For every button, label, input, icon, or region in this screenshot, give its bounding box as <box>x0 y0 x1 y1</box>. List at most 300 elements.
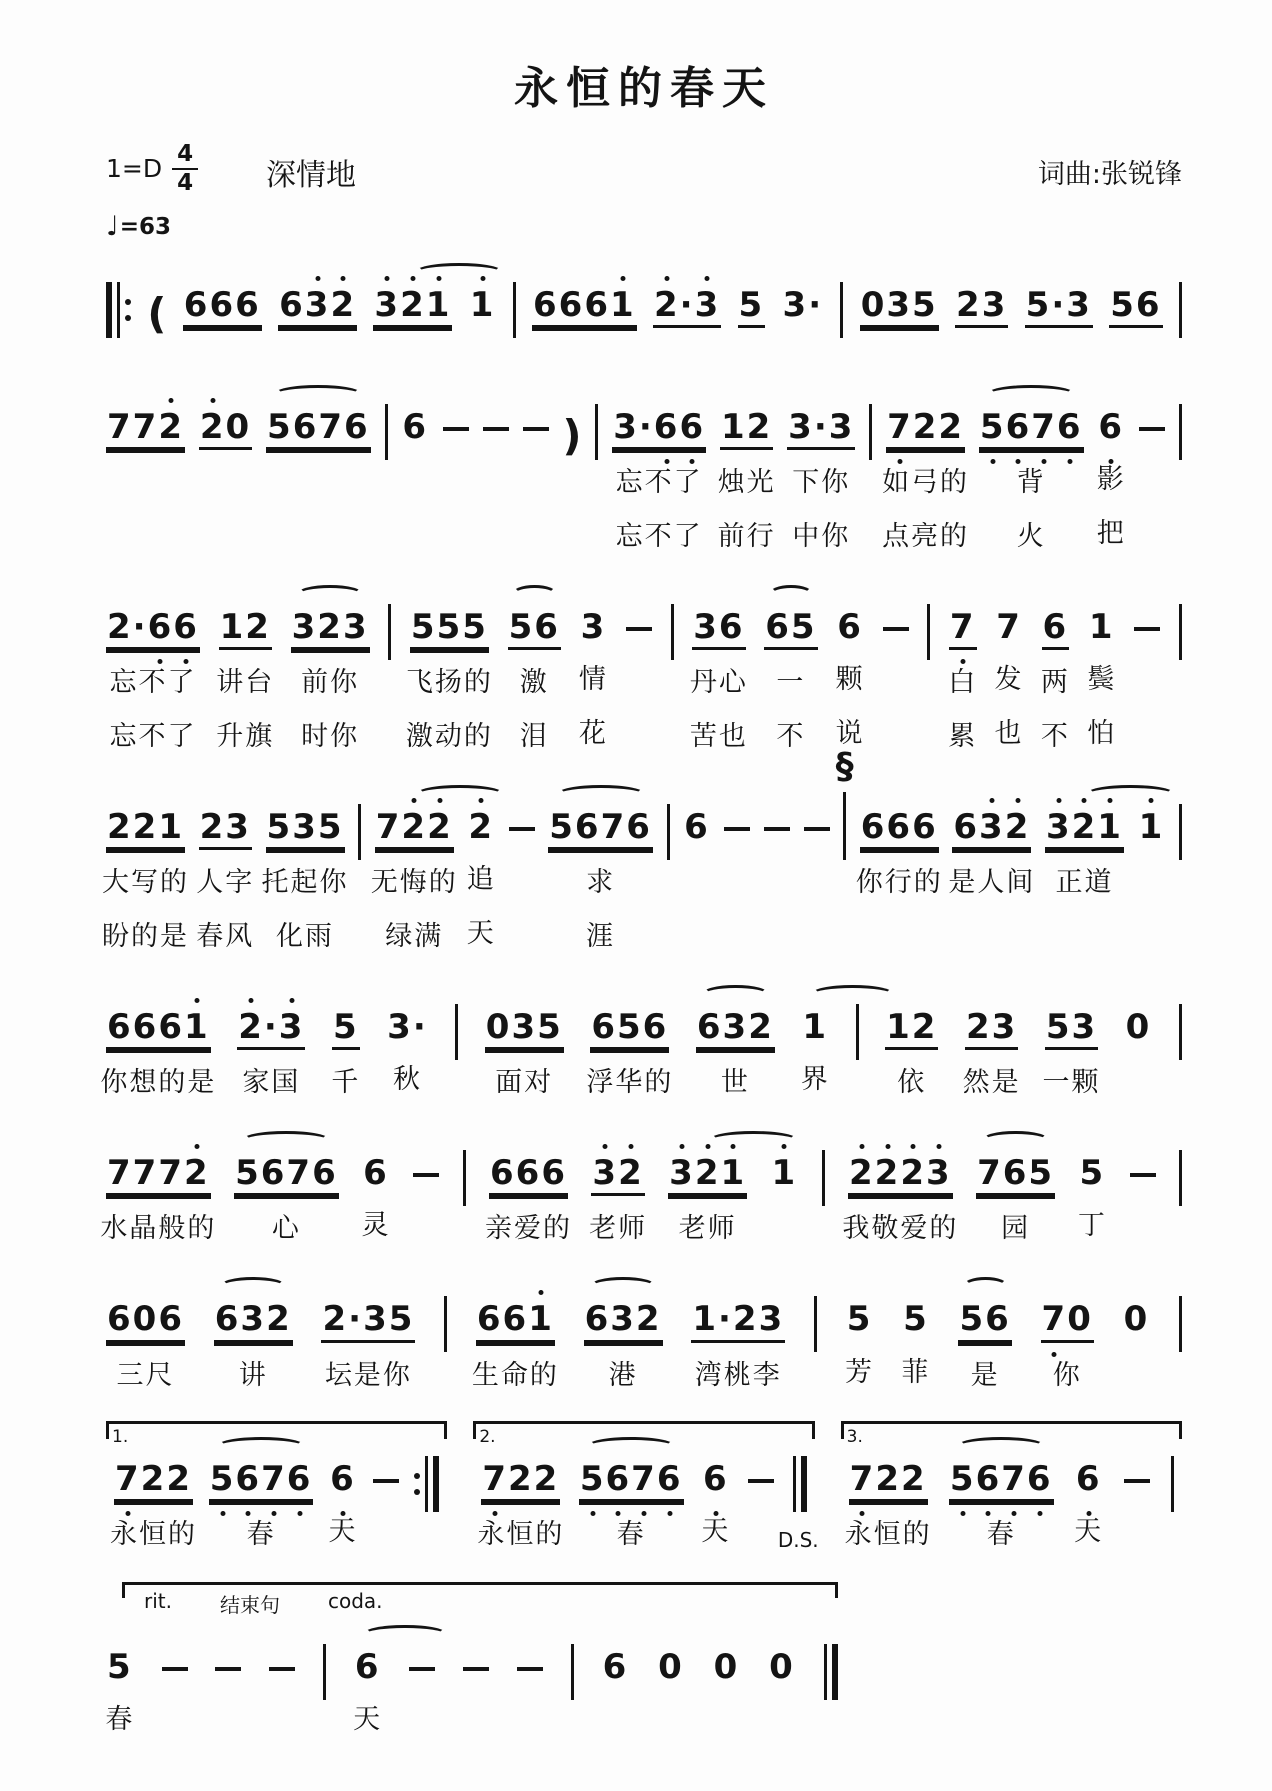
note-group <box>485 1128 572 1250</box>
note-digits: 221 <box>106 808 185 850</box>
slur-arc <box>769 585 814 603</box>
note-group <box>768 1622 796 1741</box>
note-digits: 6 <box>602 1646 629 1687</box>
system-line <box>100 982 1182 1104</box>
lyric-text: 激 <box>519 667 549 699</box>
system-line <box>106 1622 838 1741</box>
score-meta <box>106 142 1182 260</box>
note-digits: 32 <box>591 1154 644 1196</box>
lyric-text: 两 <box>1040 667 1070 699</box>
lyric-text: 世 <box>720 1067 750 1099</box>
note-group <box>266 382 371 558</box>
note-group <box>102 782 189 958</box>
lyric-text: 一 <box>776 667 806 699</box>
note-group <box>1138 782 1166 955</box>
lyric-text: 泪 <box>519 721 549 753</box>
note-digits: 772 <box>106 408 185 450</box>
sustain-line <box>215 1667 241 1671</box>
lyric-text: 是 <box>970 1359 1000 1391</box>
note-digits: 722 <box>849 1460 928 1502</box>
barline-stroke <box>1171 1456 1174 1512</box>
lyric-text: 无悔的 <box>370 867 458 899</box>
note-digits: 5 <box>332 1008 360 1050</box>
barline-stroke <box>1179 1004 1182 1060</box>
segno-icon: § <box>835 746 854 788</box>
system-line <box>106 582 1182 758</box>
barline-stroke <box>595 404 598 460</box>
note-group <box>199 382 252 558</box>
lyric-text: 正道 <box>1055 867 1114 899</box>
note-digits: 12 <box>219 608 272 650</box>
coda-label-ending: 结束句 <box>219 1592 280 1617</box>
note-group <box>842 1128 959 1250</box>
lyric-text: 然是 <box>962 1067 1021 1099</box>
note-group <box>764 582 817 758</box>
note-digits: 722 <box>114 1460 193 1502</box>
note-group <box>836 582 864 755</box>
lyric-text: 托起你 <box>261 867 349 899</box>
coda-label-coda: coda. <box>327 1588 383 1613</box>
note-digits: 70 <box>1041 1300 1094 1342</box>
volta-number: 3. <box>846 1426 863 1447</box>
sustain-line <box>463 1667 489 1671</box>
lyric-text: 鬓 <box>1087 664 1117 696</box>
note-group <box>948 782 1036 958</box>
note-digits: 765 <box>976 1154 1055 1196</box>
barline-stroke <box>323 1644 326 1700</box>
note-group <box>100 982 217 1104</box>
note-group <box>1041 1274 1094 1396</box>
lyric-text: 园 <box>1001 1213 1031 1245</box>
note-group <box>209 1434 314 1556</box>
lyric-text: 把 <box>1096 518 1126 550</box>
barline-stroke <box>1179 1150 1182 1206</box>
note-digits: 0 <box>658 1646 684 1687</box>
lyric-text: 盼的是 <box>102 921 189 953</box>
dash-sustain <box>724 782 750 831</box>
lyric-text: 菲 <box>901 1356 931 1388</box>
lyric-text: 千 <box>331 1067 361 1099</box>
lyric-text: 影 <box>1096 464 1126 496</box>
note-group <box>261 782 349 958</box>
note-digits: 6 <box>1098 407 1125 447</box>
barline-stroke <box>671 604 674 660</box>
note-digits: 56 <box>1109 286 1162 328</box>
note-digits: 5676 <box>266 408 371 450</box>
system-line <box>100 1128 1182 1250</box>
barline <box>323 1622 326 1700</box>
lyric-text: 灵 <box>361 1210 391 1242</box>
lyric-text: 忘不了 <box>109 721 197 753</box>
note-group <box>373 260 452 328</box>
note-digits: 632 <box>696 1008 775 1050</box>
lyric-text: 丹心 <box>689 667 748 699</box>
note-group <box>855 782 943 958</box>
note-digits: 53 <box>1045 1008 1098 1050</box>
slur-arc <box>702 985 768 1003</box>
note-digits: 5·3 <box>1025 286 1093 328</box>
note-group <box>196 782 255 958</box>
note-group <box>278 260 357 328</box>
note-digits: 1 <box>802 1007 829 1048</box>
lyric-text: 忘不了 <box>615 521 703 553</box>
barline <box>671 582 674 660</box>
sustain-line <box>509 827 535 831</box>
barline <box>463 1128 466 1206</box>
barline <box>1179 582 1182 660</box>
barline <box>455 982 458 1060</box>
barline <box>1171 1434 1174 1512</box>
lyric-text: 点亮的 <box>882 521 970 553</box>
barline <box>1179 382 1182 460</box>
sustain-line <box>724 827 750 831</box>
barline-stroke <box>1179 804 1182 860</box>
barline-stroke <box>433 1456 439 1512</box>
dash-sustain <box>1124 1434 1150 1483</box>
lyric-text: 前你 <box>301 667 360 699</box>
system-line <box>110 1434 439 1556</box>
barline-stroke <box>425 1456 428 1512</box>
sustain-line <box>748 1479 774 1483</box>
barline <box>385 382 388 460</box>
note-group <box>1025 260 1093 328</box>
slur-arc <box>987 385 1075 403</box>
barline-stroke <box>388 604 391 660</box>
slur-arc <box>363 1625 446 1643</box>
note-group <box>467 782 495 955</box>
note-digits: 5676 <box>548 808 653 850</box>
note-group <box>580 582 608 755</box>
note-digits: 2·35 <box>321 1300 415 1342</box>
barline <box>1179 1128 1182 1206</box>
sustain-line <box>523 427 549 431</box>
barline-stroke <box>824 1644 827 1700</box>
lyric-text: 化雨 <box>276 921 335 953</box>
lyric-text: 绿满 <box>385 921 444 953</box>
note-group <box>106 1622 134 1741</box>
lyric-text: 水晶般的 <box>100 1213 217 1245</box>
note-digits: 632 <box>214 1300 293 1342</box>
note-digits: 606 <box>106 1300 185 1342</box>
barline <box>1179 260 1182 338</box>
lyric-text: 秋 <box>392 1064 422 1096</box>
dash-sustain <box>883 582 909 631</box>
barline <box>835 746 854 860</box>
parenthesis-glyph: ( <box>147 289 167 338</box>
barline <box>444 1274 447 1352</box>
lyric-text: 也 <box>994 718 1024 750</box>
barline <box>869 382 872 460</box>
lyric-text: 丁 <box>1077 1210 1107 1242</box>
note-digits: 1 <box>1138 807 1165 848</box>
lyric-text: 下你 <box>792 467 851 499</box>
barline-stroke <box>1179 1296 1182 1352</box>
barline <box>667 782 670 860</box>
slur-arc <box>217 1437 305 1455</box>
note-group <box>508 582 561 758</box>
note-group <box>370 782 458 958</box>
volta-ending <box>473 1421 819 1556</box>
slur-arc <box>274 385 362 403</box>
lyric-text: 春 <box>986 1518 1016 1550</box>
note-group <box>782 260 825 325</box>
note-group <box>401 382 429 555</box>
slur-arc <box>242 1131 330 1149</box>
barline <box>388 582 391 660</box>
note-digits: 035 <box>860 286 939 328</box>
note-digits: 535 <box>266 808 345 850</box>
lyric-text: 花 <box>578 718 608 750</box>
barline <box>358 782 361 860</box>
dash-sustain <box>748 1434 774 1483</box>
note-group <box>657 1622 685 1741</box>
barline-stroke <box>667 804 670 860</box>
note-digits: 5 <box>846 1299 873 1340</box>
system-line <box>102 746 1182 958</box>
dash-sustain <box>215 1622 241 1671</box>
key-signature: 1=D <box>106 154 163 184</box>
lyric-text: 春风 <box>196 921 255 953</box>
quarter-note-icon: ♩ <box>106 211 119 243</box>
score-body <box>100 260 1182 1741</box>
note-group <box>291 582 370 758</box>
note-digits: 5676 <box>979 408 1084 450</box>
note-group <box>584 1274 663 1396</box>
note-group <box>844 1434 932 1556</box>
lyric-text: 人字 <box>196 867 255 899</box>
barline-stroke <box>1179 604 1182 660</box>
note-group <box>106 1274 185 1396</box>
note-digits: 23 <box>955 286 1008 328</box>
dash-sustain <box>517 1622 543 1671</box>
note-digits: 1 <box>1088 607 1115 648</box>
barline-stroke <box>840 282 843 338</box>
system-line <box>844 1434 1174 1556</box>
note-digits: 2223 <box>848 1154 953 1196</box>
note-digits: 6 <box>402 407 429 447</box>
lyric-text: 忘不了 <box>109 667 197 699</box>
lyric-text: 你想的是 <box>100 1067 217 1099</box>
lyric-text: 时你 <box>301 721 360 753</box>
note-group <box>110 1434 197 1556</box>
lyric-text: 颗 <box>835 664 865 696</box>
repeat-dots <box>125 282 131 338</box>
tempo-value: =63 <box>119 213 172 240</box>
note-group <box>612 382 706 558</box>
barline <box>1179 782 1182 860</box>
repeat-end-barline <box>414 1434 439 1512</box>
barline-stroke <box>571 1644 574 1700</box>
note-digits: 5676 <box>209 1460 314 1502</box>
dal-segno-label: D.S. <box>777 1527 819 1552</box>
note-group <box>485 982 564 1104</box>
final-barline <box>793 1434 807 1512</box>
volta-number: 2. <box>479 1426 496 1447</box>
barline-stroke <box>385 404 388 460</box>
note-digits: 632 <box>278 286 357 328</box>
volta-row <box>106 1421 1182 1556</box>
note-group <box>548 782 653 958</box>
note-digits: 7772 <box>106 1154 211 1196</box>
meter-numerator: 4 <box>172 142 198 170</box>
note-digits: 632 <box>584 1300 663 1342</box>
note-group <box>1042 982 1101 1104</box>
lyric-text: 芳 <box>845 1356 875 1388</box>
note-group <box>332 982 360 1104</box>
note-group <box>1125 982 1153 1101</box>
barline-stroke <box>455 1004 458 1060</box>
note-group <box>216 582 275 758</box>
lyric-text: 永恒的 <box>477 1518 565 1550</box>
note-group <box>995 582 1023 755</box>
note-group <box>738 260 766 328</box>
volta-ending <box>106 1421 447 1556</box>
note-group <box>689 582 748 758</box>
barline-stroke <box>832 1644 838 1700</box>
dash-sustain <box>764 782 790 831</box>
sustain-line <box>1139 427 1165 431</box>
dash-sustain <box>1139 382 1165 431</box>
note-group <box>717 382 776 558</box>
note-digits: 666 <box>860 808 939 850</box>
note-digits: 3·66 <box>612 408 706 450</box>
lyric-text: 苦也 <box>689 721 748 753</box>
note-digits: 5 <box>903 1299 929 1340</box>
barline <box>1179 982 1182 1060</box>
note-group <box>234 1128 339 1250</box>
barline <box>595 382 598 460</box>
lyric-text: 心 <box>271 1213 301 1245</box>
sustain-line <box>162 1667 188 1671</box>
note-digits: 5 <box>738 286 766 328</box>
note-group <box>1088 582 1116 755</box>
note-digits: 56 <box>508 608 561 650</box>
lyric-text: 讲台 <box>216 667 275 699</box>
dash-sustain <box>373 1434 399 1483</box>
note-digits: 6 <box>1075 1458 1102 1499</box>
barline-stroke <box>927 604 930 660</box>
barline-stroke <box>869 404 872 460</box>
note-group <box>183 260 262 328</box>
note-group <box>979 382 1084 558</box>
note-digits: 555 <box>410 608 489 650</box>
lyric-text: 飞扬的 <box>405 667 493 699</box>
note-digits: 20 <box>199 408 252 450</box>
lyric-text: 我敬爱的 <box>842 1213 959 1245</box>
note-digits: 666 <box>183 286 262 328</box>
slur-arc <box>590 1277 656 1295</box>
note-digits: 12 <box>720 408 773 450</box>
note-group <box>321 1274 415 1396</box>
note-group <box>386 982 429 1101</box>
barline <box>927 582 930 660</box>
system-line <box>106 1274 1182 1396</box>
lyric-text: 港 <box>608 1359 638 1391</box>
note-group <box>860 260 939 328</box>
note-digits: 6 <box>837 607 863 648</box>
note-digits: 3·3 <box>787 408 855 450</box>
note-group <box>976 1128 1055 1250</box>
note-group <box>1097 382 1125 555</box>
note-digits: 5676 <box>949 1460 1054 1502</box>
lyric-text: 大写的 <box>102 867 189 899</box>
note-digits: 0 <box>713 1646 740 1687</box>
note-digits: 36 <box>692 608 745 650</box>
system-line <box>477 1434 806 1556</box>
note-digits: 0 <box>1125 1007 1152 1048</box>
note-digits: 0 <box>769 1646 795 1687</box>
note-group <box>702 1434 730 1553</box>
note-digits: 5676 <box>234 1154 339 1196</box>
slur-arc <box>297 585 363 603</box>
note-digits: 661 <box>476 1300 555 1342</box>
barline-stroke <box>117 282 120 338</box>
slur-arc <box>982 1131 1048 1149</box>
note-digits: 656 <box>590 1008 669 1050</box>
note-digits: 6 <box>684 807 710 848</box>
lyric-text: 天 <box>466 918 496 950</box>
note-group <box>237 982 305 1104</box>
barline <box>513 260 516 338</box>
lyric-text: 天 <box>353 1703 383 1735</box>
note-digits: 323 <box>291 608 370 650</box>
lyric-text: 白 <box>948 667 978 699</box>
note-digits: 2·3 <box>237 1008 305 1050</box>
note-digits: 666 <box>489 1154 568 1196</box>
parenthesis <box>147 260 166 342</box>
expression-marking: 深情地 <box>266 158 356 193</box>
sustain-line <box>373 1479 399 1483</box>
note-digits: 6661 <box>106 1008 211 1050</box>
slur-arc <box>220 1277 286 1295</box>
dash-sustain <box>463 1622 489 1671</box>
barline-stroke <box>793 1456 796 1512</box>
sustain-line <box>483 427 509 431</box>
dash-sustain <box>509 782 535 831</box>
coda-section <box>106 1582 838 1741</box>
note-group <box>477 1434 565 1556</box>
note-digits: 23 <box>965 1008 1018 1050</box>
note-group <box>696 982 775 1104</box>
note-group <box>354 1622 382 1741</box>
lyric-text: 追 <box>466 864 496 896</box>
barline-stroke <box>513 282 516 338</box>
note-group <box>801 982 829 1101</box>
note-group <box>885 982 938 1104</box>
note-digits: 035 <box>485 1008 564 1050</box>
slur-arc <box>557 785 645 803</box>
sustain-line <box>269 1667 295 1671</box>
note-group <box>691 1274 785 1396</box>
note-digits: 6 <box>330 1458 356 1499</box>
tempo-marking <box>106 211 1182 242</box>
note-digits: 65 <box>764 608 817 650</box>
sustain-line <box>409 1667 435 1671</box>
sustain-line <box>1134 627 1160 631</box>
note-digits: 12 <box>885 1008 938 1050</box>
barline-stroke <box>463 1150 466 1206</box>
note-group <box>589 1128 648 1250</box>
lyric-text: 春 <box>616 1518 646 1550</box>
note-digits: 6 <box>363 1153 389 1194</box>
slur-arc <box>957 1437 1045 1455</box>
coda-labels <box>144 1589 383 1618</box>
slur-arc <box>811 985 894 1003</box>
lyric-text: 一颗 <box>1042 1067 1101 1099</box>
note-digits: 1·23 <box>691 1300 785 1342</box>
lyric-text: 天 <box>1074 1515 1104 1547</box>
note-digits: 0 <box>1123 1299 1150 1340</box>
